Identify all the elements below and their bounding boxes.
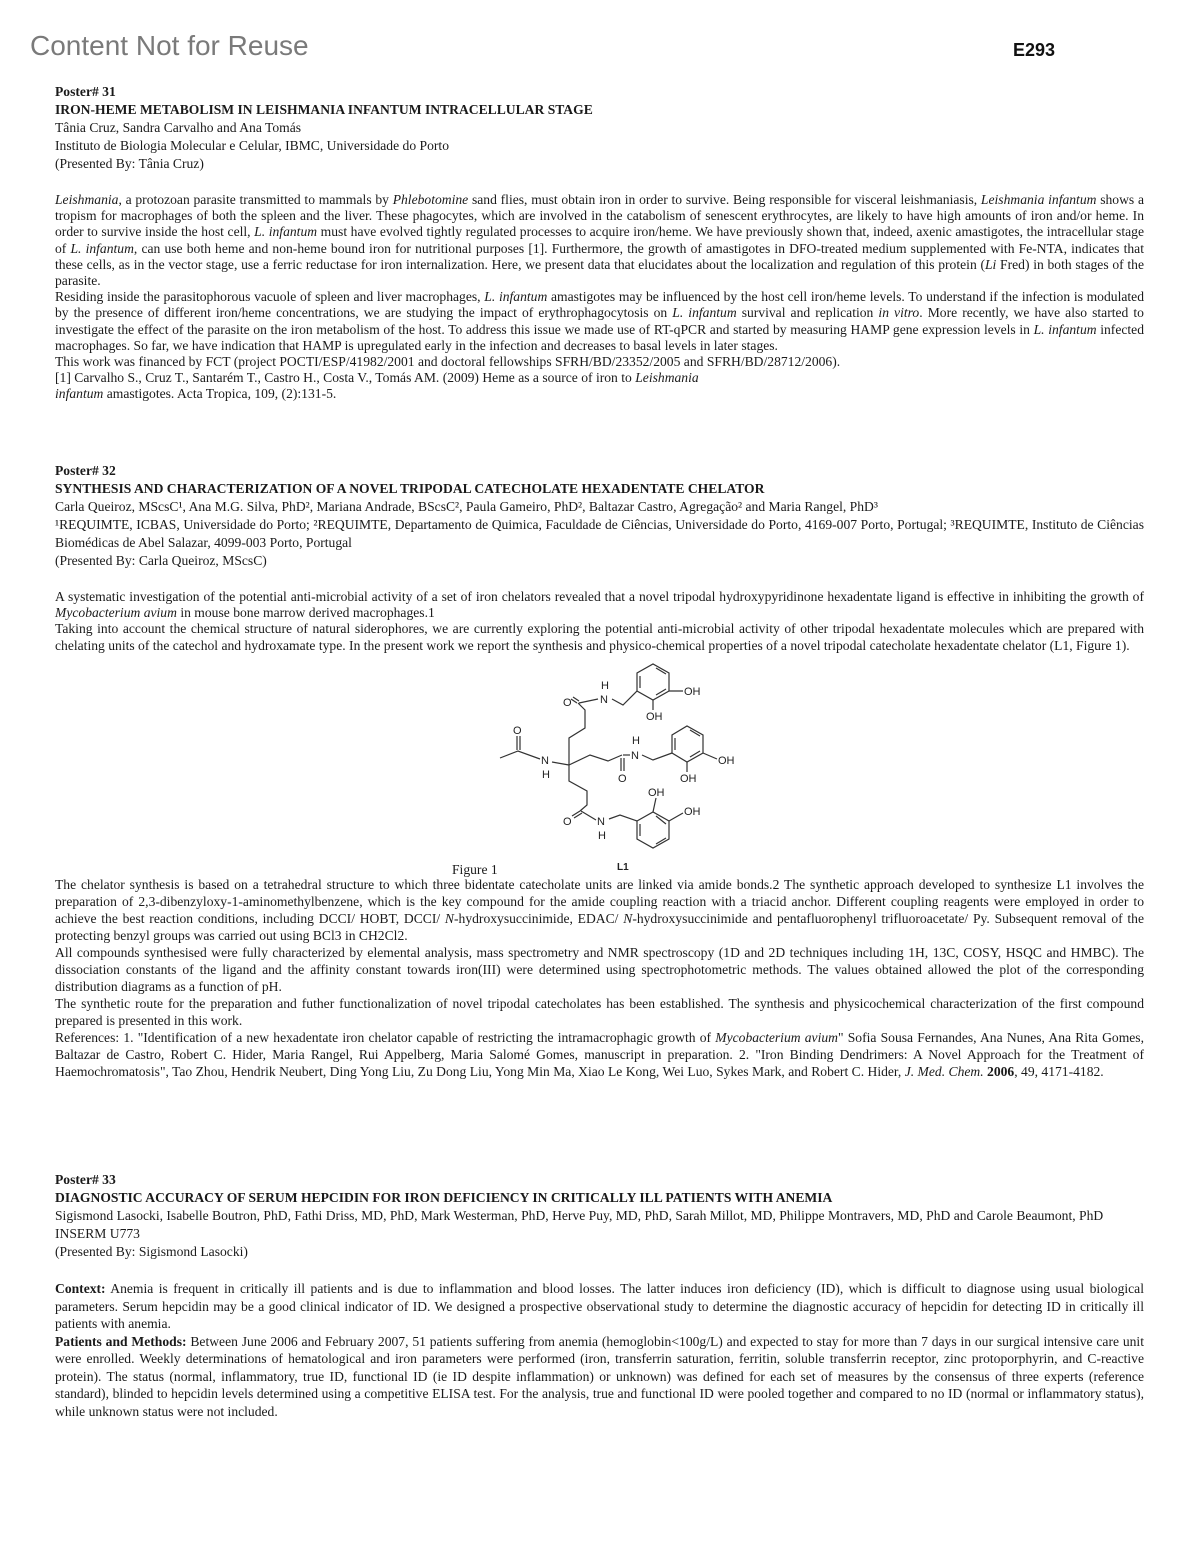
abstract-paragraph: [55, 192, 1144, 289]
figure-1: [55, 654, 1144, 876]
presented-by: (Presented By: Tânia Cruz): [55, 156, 204, 171]
poster-number: Poster# 33: [55, 1172, 116, 1187]
text-run: J. Med. Chem.: [904, 1063, 984, 1079]
atom-labels: [513, 680, 735, 873]
poster-authors: Sigismond Lasocki, Isabelle Boutron, PhD, Fathi Driss, MD, PhD, Mark Westerman, PhD, Herve Puy, MD, PhD, Sarah Millot, MD, Philippe Montravers, MD, PhD and Carole Beaumont, PhD: [55, 1208, 1104, 1223]
text-run: Fred) in both stages of the parasite.: [55, 256, 1144, 289]
page-number: E293: [1013, 40, 1056, 60]
abstract-paragraph: [55, 621, 1144, 653]
poster-32: [55, 462, 1144, 1080]
text-run: must have evolved tightly regulated processes to acquire iron/heme. We have previously shown that, indeed, axenic amastigotes, the intracellular stage of: [55, 224, 1144, 256]
text-run: N: [623, 910, 633, 926]
chemical-structure-l1: [480, 658, 800, 883]
text-run: Mycobacterium avium: [55, 605, 177, 621]
text-run: Residing inside the parasitophorous vacuole of spleen and liver macrophages,: [55, 289, 485, 305]
text-run: -hydroxysuccinimide and pentafluorophenyl trifluoroacetate/ Py. Subsequent removal of the protecting benzyl groups was carried out using BCl3 in CH2Cl2.: [55, 910, 1145, 943]
svg-text:O: O: [563, 696, 572, 709]
svg-text:OH: OH: [684, 805, 701, 818]
reference: [55, 370, 1144, 386]
text-run: , 49, 4171-4182.: [1014, 1063, 1104, 1079]
svg-text:H: H: [598, 829, 606, 842]
text-run: A systematic investigation of the potential anti-microbial activity of a set of iron chelators revealed that a novel tripodal hydroxypyridinone hexadentate ligand is effective in inhibiting the growth of: [55, 589, 1144, 604]
svg-text:H: H: [601, 679, 609, 692]
text-run: infantum: [55, 386, 104, 402]
watermark: Content Not for Reuse: [30, 30, 309, 61]
poster-affiliations: ¹REQUIMTE, ICBAS, Universidade do Porto; ²REQUIMTE, Departamento de Quimica, Faculdade de Ciências, Universidade do Porto, 4169-007 Porto, Portugal; ³REQUIMTE, Instituto de Ciências Biomédicas de Abel Salazar, 4099-003 Porto, Portugal: [55, 517, 1144, 550]
svg-text:OH: OH: [648, 786, 665, 799]
text-run: Mycobacterium avium: [715, 1029, 838, 1045]
text-run: in mouse bone marrow derived macrophages.1: [176, 605, 435, 621]
text-run: Leishmania: [55, 192, 119, 207]
text-run: , can use both heme and non-heme bound iron for nutritional purposes [1]. Furthermore, the growth of amastigotes in DFO-treated medium supplemented with Fe-NTA, indicates that these cells, as in the vector stage, use a ferric reductase for iron internalization. Here, we present data that elucidates about the localization and regulation of this protein (: [55, 240, 1144, 272]
text-run: , a protozoan parasite transmitted to mammals by: [118, 192, 393, 207]
svg-text:H: H: [632, 734, 640, 747]
text-run: This work was financed by FCT (project POCTI/ESP/41982/2001 and doctoral fellowships SFRH/BD/23352/2005 and SFRH/BD/28712/2006).: [55, 354, 841, 370]
svg-text:O: O: [563, 815, 572, 828]
abstract-paragraph: [55, 876, 1144, 944]
text-run: Anemia is frequent in critically ill patients and is due to inflammation and blood losses. The latter induces iron deficiency (ID), which is difficult to diagnose using usual biological parameters. Serum hepcidin may be a good clinical indicator of ID. We designed a prospective observational study to determine the diagnostic accuracy of hepcidin for detecting ID in critically ill patients with anemia.: [55, 1281, 1144, 1331]
presented-by: (Presented By: Carla Queiroz, MScsC): [55, 553, 267, 568]
text-run: Phlebotomine: [392, 192, 469, 207]
funding-note: [55, 354, 1144, 370]
abstract-paragraph: [55, 589, 1144, 621]
presented-by: (Presented By: Sigismond Lasocki): [55, 1244, 248, 1259]
svg-text:N: N: [600, 693, 608, 706]
figure-caption: Figure 1: [452, 861, 498, 877]
abstract-paragraph: [55, 289, 1144, 354]
text-run: The chelator synthesis is based on a tetrahedral structure to which three bidentate catecholate units are linked via amide bonds.2 The synthetic approach developed to synthesize L1 involves the preparation of 2,3-dibenzyloxy-1-aminomethylbenzene, which is the key compound for the amide coupling reaction with a triacid anchor. Different coupling reagents were employed in order to achieve the best reaction conditions, including DCCI/ HOBT, DCCI/: [55, 876, 1144, 926]
text-run: L. infantum: [254, 224, 318, 240]
text-run: N: [444, 910, 454, 926]
poster-title: IRON-HEME METABOLISM IN LEISHMANIA INFANTUM INTRACELLULAR STAGE: [55, 102, 593, 117]
text-run: L. infantum: [70, 240, 134, 256]
text-run: The synthetic route for the preparation and futher functionalization of novel tripodal catecholates has been established. The synthesis and physicochemical characterization of the first compound prepared is presented in this work.: [55, 995, 1144, 1028]
svg-text:N: N: [631, 749, 639, 762]
text-run: Patients and Methods:: [55, 1333, 187, 1349]
text-run: infected macrophages. So far, we have indication that HAMP is upregulated early in the infection and decreases to basal levels in later stages.: [55, 321, 1144, 353]
poster-title: DIAGNOSTIC ACCURACY OF SERUM HEPCIDIN FOR IRON DEFICIENCY IN CRITICALLY ILL PATIENTS WITH ANEMIA: [55, 1190, 833, 1205]
text-run: 2006: [987, 1063, 1015, 1079]
reference: [55, 386, 1144, 402]
text-run: amastigotes may be influenced by the host cell iron/heme levels. To understand if the infection is modulated by the presence of different iron/heme concentrations, we are studying the impact of erythrophagocytosis on: [55, 289, 1144, 321]
svg-text:O: O: [513, 724, 522, 737]
text-run: Between June 2006 and February 2007, 51 patients suffering from anemia (hemoglobin<100g/L) and expected to stay for more than 7 days in our surgical intensive care unit were enrolled. Weekly determinations of hematological and iron parameters were performed (iron, transferrin saturation, ferritin, soluble transferrin receptor, zinc protoporphyrin, and C-reactive protein). The status (normal, inflammatory, true ID, functional ID (ie ID despite inflammation) or unknown) was defined for each set of measures by the consensus of three experts (reference standard), blinded to hepcidin levels determined using a competitive ELISA test. For the analysis, true and functional ID were pooled together and compared to no ID (normal or inflammatory status), while unknown status were not included.: [55, 1333, 1144, 1419]
svg-text:O: O: [618, 772, 627, 785]
text-run: References: 1. "Identification of a new hexadentate iron chelator capable of restricting the intramacrophagic growth of: [55, 1029, 716, 1045]
text-run: [1] Carvalho S., Cruz T., Santarém T., Castro H., Costa V., Tomás AM. (2009) Heme as a source of iron to: [55, 370, 636, 386]
text-run: L. infantum: [1033, 321, 1097, 337]
text-run: Taking into account the chemical structure of natural siderophores, we are currently exploring the potential anti-microbial activity of other tripodal hexadentate molecules which are prepared with chelating units of the catechol and hydroxamate type. In the present work we report the synthesis and physico-chemical properties of a novel tripodal catecholate hexadentate chelator (L1, Figure 1).: [55, 621, 1144, 653]
poster-number: Poster# 32: [55, 463, 116, 478]
references: [55, 1029, 1144, 1080]
text-run: All compounds synthesised were fully characterized by elemental analysis, mass spectrometry and NMR spectroscopy (1D and 2D techniques including 1H, 13C, COSY, HSQC and HMBC). The dissociation constants of the ligand and the affinity constant towards iron(III) were determined using spectrophotometric methods. The values obtained allowed the plot of the corresponding distribution diagrams as a function of pH.: [55, 944, 1144, 994]
text-run: sand flies, must obtain iron in order to survive. Being responsible for visceral leishmaniasis,: [468, 192, 981, 207]
text-run: L. infantum: [672, 305, 737, 321]
poster-authors: Carla Queiroz, MScsC¹, Ana M.G. Silva, PhD², Mariana Andrade, BScsC², Paula Gameiro, PhD², Baltazar Castro, Agregação² and Maria Rangel, PhD³: [55, 499, 878, 514]
abstract-paragraph: [55, 995, 1144, 1029]
text-run: -hydroxysuccinimide, EDAC/: [454, 910, 624, 926]
text-run: L. infantum: [484, 289, 548, 305]
text-run: survival and replication: [736, 305, 879, 321]
text-run: Leishmania infantum: [980, 192, 1097, 207]
abstract-paragraph: [55, 944, 1144, 995]
text-run: " Sofia Sousa Fernandes, Ana Nunes, Ana Rita Gomes, Baltazar de Castro, Robert C. Hider, Maria Rangel, Rui Appelberg, Maria Salomé Gomes, manuscript in preparation. 2. "Iron Binding Dendrimers: A Novel Approach for the Treatment of Haemochromatosis", Tao Zhou, Hendrik Neubert, Ding Yong Liu, Zu Dong Liu, Yong Min Ma, Xiao Le Kong, Wei Luo, Sykes Mark, and Robert C. Hider,: [55, 1029, 1144, 1079]
svg-text:OH: OH: [718, 754, 735, 767]
poster-31: [55, 83, 1144, 403]
poster-33: [55, 1171, 1144, 1420]
text-run: Context:: [55, 1281, 106, 1296]
text-run: Li: [984, 256, 997, 272]
svg-text:OH: OH: [646, 710, 663, 723]
svg-text:OH: OH: [684, 685, 701, 698]
svg-text:H: H: [542, 768, 550, 781]
poster-number: Poster# 31: [55, 84, 116, 99]
methods-paragraph: [55, 1333, 1144, 1421]
poster-institution: INSERM U773: [55, 1226, 140, 1241]
svg-text:N: N: [541, 754, 549, 767]
svg-text:N: N: [597, 815, 605, 828]
text-run: in vitro: [878, 305, 920, 321]
svg-text:OH: OH: [680, 772, 697, 785]
text-run: Leishmania: [635, 370, 699, 386]
text-run: . More recently, we have also started to investigate the effect of the parasite on the iron metabolism of the host. To address this issue we made use of RT-qPCR and started by measuring HAMP gene expression levels in: [55, 305, 1144, 337]
poster-authors: Tânia Cruz, Sandra Carvalho and Ana Tomás: [55, 120, 302, 135]
context-paragraph: [55, 1280, 1144, 1333]
text-run: amastigotes. Acta Tropica, 109, (2):131-5.: [103, 386, 337, 402]
compound-label: L1: [617, 861, 629, 873]
text-run: shows a tropism for macrophages of both the spleen and the liver. These phagocytes, which are involved in the catabolism of senescent erythrocytes, are likely to have high amounts of iron and/or heme. In order to survive inside the host cell,: [55, 192, 1144, 240]
poster-institution: Instituto de Biologia Molecular e Celular, IBMC, Universidade do Porto: [55, 138, 449, 153]
poster-title: SYNTHESIS AND CHARACTERIZATION OF A NOVEL TRIPODAL CATECHOLATE HEXADENTATE CHELATOR: [55, 481, 765, 496]
